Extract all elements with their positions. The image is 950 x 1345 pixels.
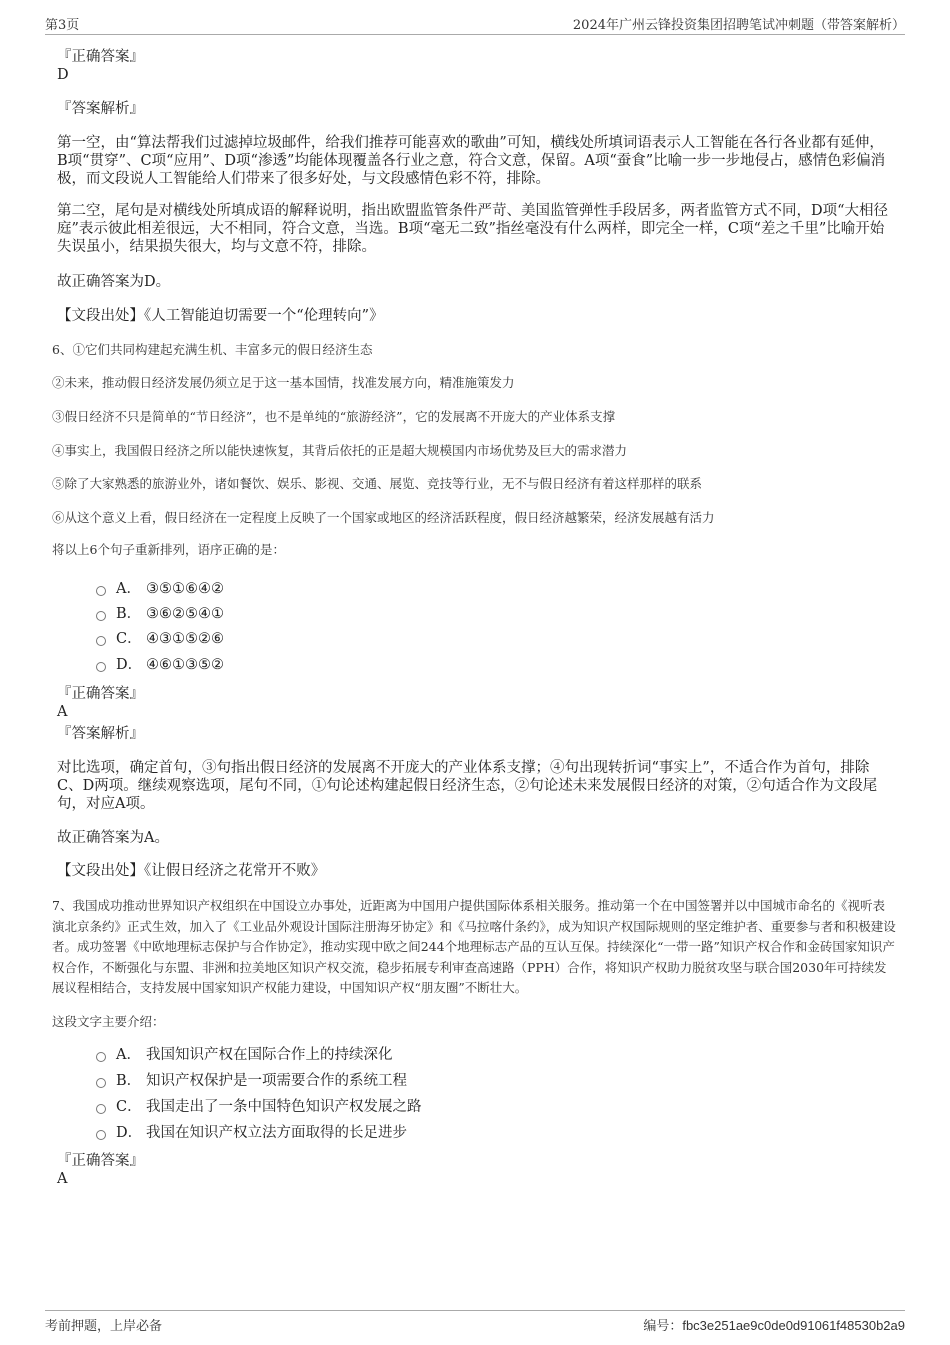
- q6-option-d[interactable]: D． ④⑥①③⑤②: [96, 656, 224, 674]
- q6-analysis: 对比选项，确定首句，③句指出假日经济的发展离不开庞大的产业体系支撑；④句出现转折词“事实上”，不适合作为首句，排除C、D两项。继续观察选项，尾句不同，①句论述构建起假日经济生态，②句论述未来发展假日经济的对策，②句适合作为文段尾句，对应A项。: [57, 760, 878, 812]
- footer-code: [643, 1315, 905, 1334]
- q5-answer-label: 『正确答案』: [57, 49, 144, 65]
- q7-stem: 7、我国成功推动世界知识产权组织在中国设立办事处，近距离为中国用户提供国际体系相关服务。推动第一个在中国签署并以中国城市命名的《视听表演北京条约》正式生效，加入了《工业品外观设计国际注册海牙协定》和《马拉喀什条约》，成为知识产权国际规则的坚定维护者、重要参与者和积极建设者。成功签署《中欧地理标志保护与合作协定》，推动实现中欧之间244个地理标志产品的互认互保。持续深化“一带一路”知识产权合作和金砖国家知识产权合作，不断强化与东盟、非洲和拉美地区知识产权交流，稳步拓展专利审查高速路（PPH）合作，将知识产权助力脱贫攻坚与联合国2030年可持续发展议程相结合，支持发展中国家知识产权能力建设，中国知识产权“朋友圈”不断壮大。: [52, 898, 896, 995]
- q5-source: [57, 307, 892, 325]
- q7-prompt: 这段文字主要介绍：: [52, 1014, 165, 1029]
- radio-icon[interactable]: [96, 662, 106, 672]
- q6-source: [57, 862, 892, 880]
- q5-conclusion: 故正确答案为D。: [57, 274, 171, 290]
- source-label: 【文段出处】: [57, 863, 144, 879]
- footer-slogan: 考前押题，上岸必备: [45, 1319, 163, 1334]
- radio-icon[interactable]: [96, 611, 106, 621]
- radio-icon[interactable]: [96, 1078, 106, 1088]
- q5-analysis-p1: 第一空，由“算法帮我们过滤掉垃圾邮件，给我们推荐可能喜欢的歌曲”可知，横线处所填词语表示人工智能在各行各业都有延伸，B项“贯穿”、C项“应用”、D项“渗透”均能体现覆盖各行业之意，符合文意，保留。A项“蚕食”比喻一步一步地侵占，感情色彩偏消极，而文段说人工智能给人们带来了很多好处，与文段感情色彩不符，排除。: [57, 135, 886, 187]
- q7-option-c[interactable]: C． 我国走出了一条中国特色知识产权发展之路: [96, 1098, 422, 1116]
- q6-sentence-6: ⑥从这个意义上看，假日经济在一定程度上反映了一个国家或地区的经济活跃程度，假日经济越繁荣，经济发展越有活力: [52, 510, 715, 525]
- q5-analysis-label: 『答案解析』: [57, 101, 144, 117]
- q6-prompt: 将以上6个句子重新排列，语序正确的是：: [52, 542, 285, 557]
- document-title: 2024年广州云锋投资集团招聘笔试冲刺题（带答案解析）: [572, 18, 905, 33]
- q6-option-a[interactable]: A． ③⑤①⑥④②: [96, 580, 224, 598]
- q7-option-b[interactable]: B． 知识产权保护是一项需要合作的系统工程: [96, 1072, 407, 1090]
- q6-answer: A: [57, 704, 68, 720]
- q6-sentence-3: ③假日经济不只是简单的“节日经济”，也不是单纯的“旅游经济”，它的发展离不开庞大的产业体系支撑: [52, 409, 616, 424]
- page-header: [45, 12, 905, 35]
- q6-sentence-5: ⑤除了大家熟悉的旅游业外，诸如餐饮、娱乐、影视、交通、展览、竞技等行业，无不与假日经济有着这样那样的联系: [52, 476, 703, 491]
- q6-sentence-2: ②未来，推动假日经济发展仍须立足于这一基本国情，找准发展方向，精准施策发力: [52, 375, 515, 390]
- radio-icon[interactable]: [96, 1104, 106, 1114]
- radio-icon[interactable]: [96, 1052, 106, 1062]
- source-label: 【文段出处】: [57, 308, 144, 324]
- q5-analysis-p2: 第二空，尾句是对横线处所填成语的解释说明，指出欧盟监管条件严苛、美国监管弹性手段居多，两者监管方式不同，D项“大相径庭”表示彼此相差很远，大不相同，符合文意，当选。B项“毫无二致”指丝毫没有什么两样，即完全一样，C项“差之千里”比喻开始失误虽小，结果损失很大，均与文意不符，排除。: [57, 203, 889, 255]
- page-number: 第3页: [45, 18, 80, 33]
- q7-answer: A: [57, 1171, 68, 1187]
- radio-icon[interactable]: [96, 636, 106, 646]
- q6-sentence-4: ④事实上，我国假日经济之所以能快速恢复，其背后依托的正是超大规模国内市场优势及巨大的需求潜力: [52, 443, 628, 458]
- source-text: 《人工智能迫切需要一个“伦理转向”》: [144, 308, 384, 324]
- q7-option-a[interactable]: A． 我国知识产权在国际合作上的持续深化: [96, 1046, 393, 1064]
- code-label: 编号：: [643, 1319, 683, 1334]
- source-text: 《让假日经济之花常开不败》: [144, 863, 326, 879]
- radio-icon[interactable]: [96, 1130, 106, 1140]
- q6-conclusion: 故正确答案为A。: [57, 830, 169, 846]
- q7-answer-label: 『正确答案』: [57, 1153, 144, 1169]
- page-footer: [45, 1310, 905, 1333]
- q6-option-b[interactable]: B． ③⑥②⑤④①: [96, 605, 224, 623]
- q6-analysis-label: 『答案解析』: [57, 726, 144, 742]
- radio-icon[interactable]: [96, 586, 106, 596]
- q6-option-c[interactable]: C． ④③①⑤②⑥: [96, 630, 224, 648]
- q7-option-d[interactable]: D． 我国在知识产权立法方面取得的长足进步: [96, 1124, 407, 1142]
- code-value: fbc3e251ae9c0de0d91061f48530b2a9: [682, 1318, 905, 1333]
- q5-answer: D: [57, 67, 69, 83]
- q6-answer-label: 『正确答案』: [57, 686, 144, 702]
- q6-sentence-1: 6、①它们共同构建起充满生机、丰富多元的假日经济生态: [52, 342, 373, 357]
